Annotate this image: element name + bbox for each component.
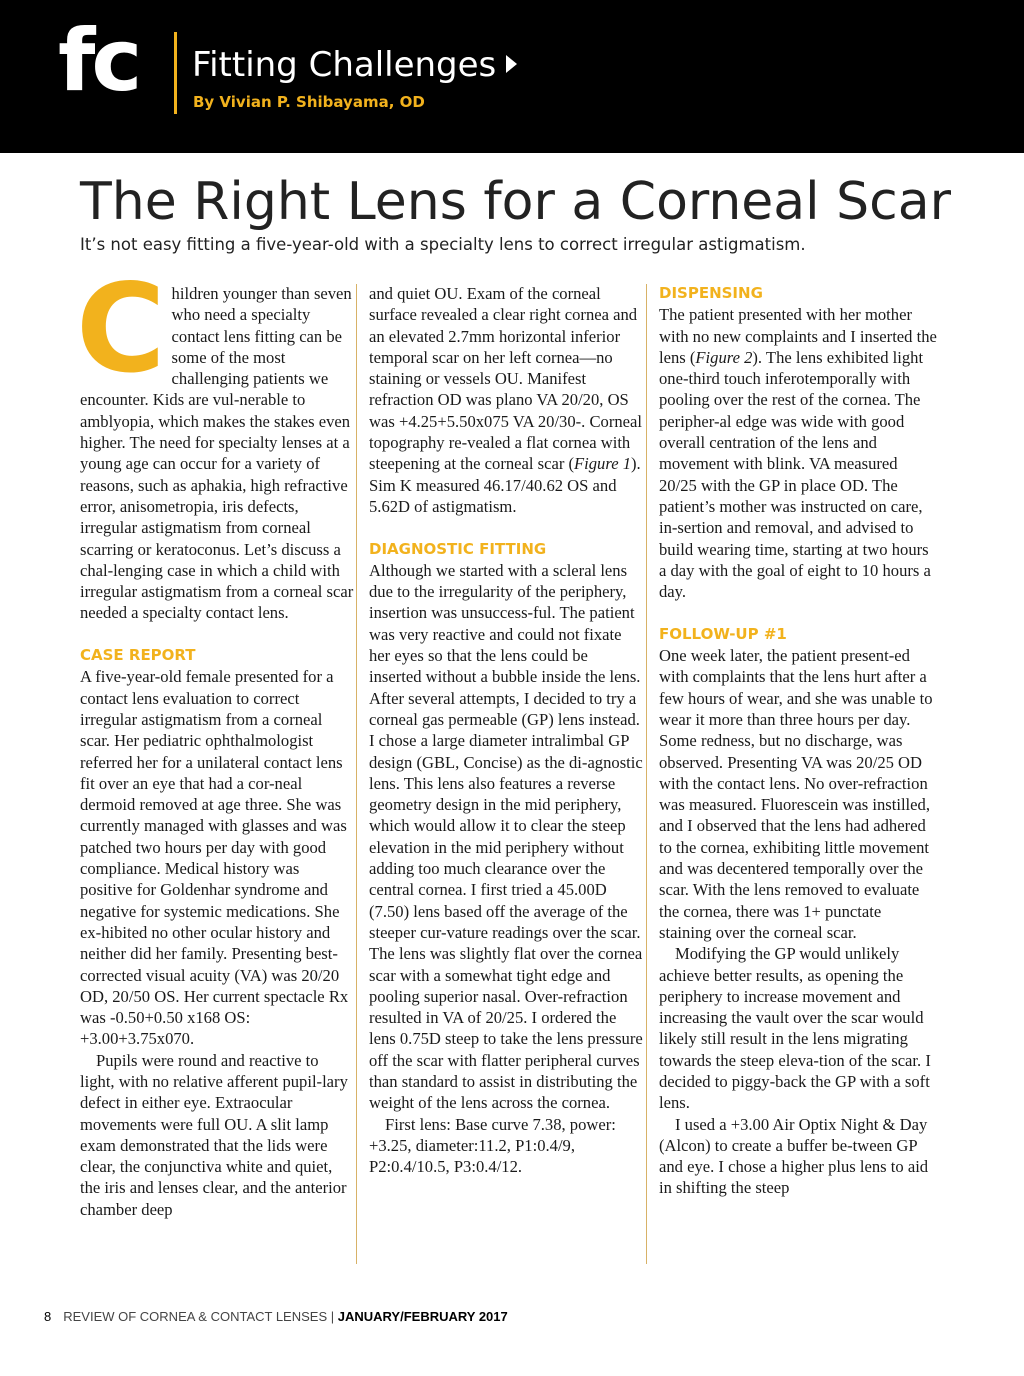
publication-name: REVIEW OF CORNEA & CONTACT LENSES | xyxy=(63,1309,338,1324)
department-label: Fitting Challenges xyxy=(192,45,497,85)
body-paragraph xyxy=(369,283,643,517)
body-paragraph: Modifying the GP would unlikely achieve better results, as opening the periphery to increase movement and increasing the vault over the scar would likely still result in the lens migrating towards the steep eleva-tion of the scar. I decided to piggy-back the GP with a soft lens. xyxy=(659,944,931,1113)
header-banner xyxy=(0,0,1024,153)
figure-reference: Figure 2 xyxy=(695,347,753,367)
body-paragraph: One week later, the patient present-ed with complaints that the lens hurt after a few hours of wear, and she was unable to wear it more than three hours per day. Some redness, but no discharge, was observed. Presenting VA was 20/25 OD with the contact lens. No over-refraction was measured. Fluorescein was instilled, and I observed that the lens had adhered to the cornea, exhibiting little movement and was decentered temporally over the scar. With the lens removed to evaluate the cornea, there was 1+ punctate staining over the corneal scar. xyxy=(659,646,933,942)
body-paragraph: A five-year-old female presented for a contact lens evaluation to correct irregular astigmatism from a corneal scar. Her pediatric ophthalmologist referred her for a unilateral contact lens fit over an eye that had a cor-neal dermoid removed at age three. She was currently managed with glasses and was patched two hours per day with good compliance. Medical history was positive for Goldenhar syndrome and negative for systemic medications. She ex-hibited no other ocular history and neither did her family. Presenting best-corrected visual acuity (VA) was 20/20 OD, 20/50 OS. Her current spectacle Rx was -0.50+0.50 x168 OS: +3.00+3.75x070. xyxy=(80,667,349,1049)
body-paragraph: I used a +3.00 Air Optix Night & Day (Alcon) to create a buffer be-tween GP and eye. I chose a higher plus lens to aid in shifting the steep xyxy=(659,1114,929,1198)
body-paragraph xyxy=(659,304,937,602)
body-paragraph: Although we started with a scleral lens due to the irregularity of the periphery, insertion was unsuccess-ful. The patient was very reactive and could not fixate her eyes so that the lens could be inserted without a bubble inside the lens. After several attempts, I decided to try a corneal gas permeable (GP) lens instead. I chose a large diameter intralimbal GP design (GBL, Concise) as the di-agnostic lens. This lens also features a reverse geometry design in the mid periphery, which would allow it to clear the steep elevation in the mid periphery without adding too much clearance over the central cornea. I first tried a 45.00D (7.50) lens based off the average of the steeper cur-vature readings over the scar. The lens was slightly flat over the cornea scar with a somewhat tight edge and pooling superior nasal. Over-refraction resulted in VA of 20/25. I ordered the lens 0.75D steep to take the lens pressure off the scar with flatter peripheral curves than standard to assist in distributing the weight of the lens across the cornea. xyxy=(369,560,643,1113)
body-paragraph: Pupils were round and reactive to light, with no relative afferent pupil-lary defect in either eye. Extraocular movements were full OU. A slit lamp exam demonstrated that the lids were clear, the conjunctiva white and quiet, the iris and lenses clear, and the anterior chamber deep xyxy=(80,1050,348,1219)
text-run: and quiet OU. Exam of the corneal surface revealed a clear right cornea and an elevated 2.7mm horizontal inferior temporal scar on her left cornea—no staining or vessels OU. Manifest refraction OD was plano VA 20/20, OS was +4.25+5.50x075 VA 20/30-. Corneal topography re-vealed a flat cornea with steepening at the corneal scar ( xyxy=(369,284,642,474)
text-run: The patient presented with her mother with no new complaints and I inserted the lens ( xyxy=(659,305,937,367)
text-run: ). Sim K measured 46.17/40.62 OS and 5.62D of astigmatism. xyxy=(369,454,641,516)
page-number: 8 xyxy=(44,1309,52,1324)
intro-paragraph: hildren younger than seven who need a specialty contact lens fitting can be some of the most challenging patients we encounter. Kids are vul-nerable to amblyopia, which makes the stakes even higher. The need for specialty lenses at a young age can occur for a variety of reasons, such as aphakia, high refractive error, anisometropia, iris defects, irregular astigmatism from corneal scarring or keratoconus. Let’s discuss a chal-lenging case in which a child with irregular astigmatism from a corneal scar needed a specialty contact lens. xyxy=(80,284,354,623)
section-heading-case-report: CASE REPORT xyxy=(80,646,196,665)
section-heading-follow-up: FOLLOW-UP #1 xyxy=(659,624,787,643)
column-3 xyxy=(659,283,937,1199)
article-title: The Right Lens for a Corneal Scar xyxy=(80,172,951,232)
figure-reference: Figure 1 xyxy=(574,454,632,474)
issue-date: JANUARY/FEBRUARY 2017 xyxy=(337,1309,508,1324)
column-1 xyxy=(76,258,354,1220)
column-divider xyxy=(356,284,357,1264)
body-paragraph: First lens: Base curve 7.38, power: +3.25, diameter:11.2, P1:0.4/9, P2:0.4/10.5, P3:0.4/12. xyxy=(369,1114,616,1177)
drop-cap: C xyxy=(76,258,166,400)
department-title xyxy=(192,45,517,85)
column-2 xyxy=(369,283,643,1177)
section-heading-diagnostic-fitting: DIAGNOSTIC FITTING xyxy=(369,539,547,558)
fc-logo: fc xyxy=(58,11,139,111)
article-deck: It’s not easy fitting a five-year-old with a specialty lens to correct irregular astigmatism. xyxy=(80,235,806,254)
page-footer xyxy=(44,1309,508,1324)
section-heading-dispensing: DISPENSING xyxy=(659,284,763,302)
column-divider xyxy=(646,284,647,1264)
text-run: ). The lens exhibited light one-third touch inferotemporally with pooling over the rest of the cornea. The peripher-al edge was wide with good overall centration of the lens and movement with blink. VA measured 20/25 with the GP in place OD. The patient’s mother was instructed on care, in-sertion and removal, and advised to build wearing time, starting at two hours a day with the goal of eight to 10 hours a day. xyxy=(659,347,931,602)
triangle-right-icon xyxy=(506,55,517,73)
header-divider xyxy=(174,32,177,114)
byline: By Vivian P. Shibayama, OD xyxy=(193,93,425,111)
